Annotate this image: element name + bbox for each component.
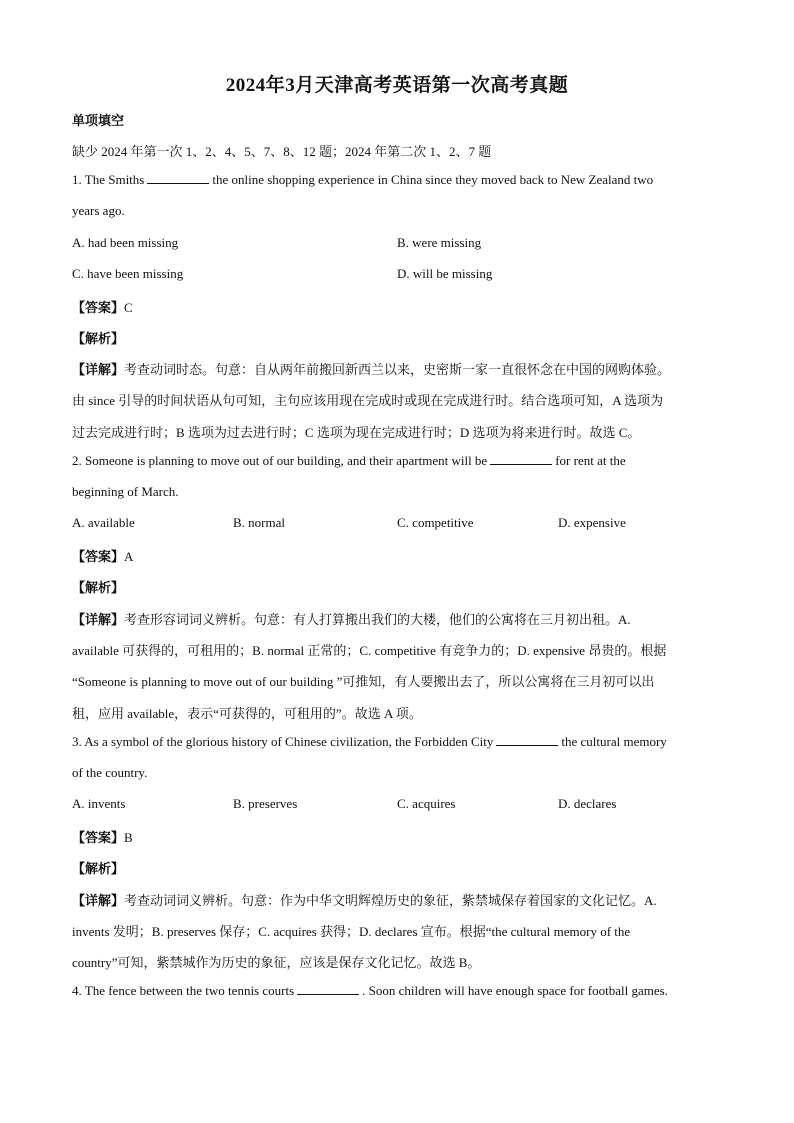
question-1-answer bbox=[72, 297, 722, 316]
detail-tag: 【详解】 bbox=[72, 893, 125, 908]
question-2-detail-2: available 可获得的，可租用的；B. normal 正常的；C. competitive 有竞争力的；D. expensive 昂贵的。根据 bbox=[72, 643, 667, 658]
question-2-stem-start: 2. Someone is planning to move out of our building, and their apartment will be bbox=[72, 453, 488, 468]
question-3-option-b: B. preserves bbox=[233, 796, 298, 811]
question-1-stem-cont: years ago. bbox=[72, 203, 125, 218]
question-1-stem-start: 1. The Smiths bbox=[72, 172, 145, 187]
question-2-detail-4: 租，应用 available，表示“可获得的，可租用的”。故选 A 项。 bbox=[72, 706, 422, 721]
answer-tag: 【答案】 bbox=[72, 830, 125, 845]
section-heading: 单项填空 bbox=[72, 113, 125, 128]
detail-text: 考查动词词义辨析。句意：作为中华文明辉煌历史的象征，紫禁城保存着国家的文化记忆。A. bbox=[124, 893, 657, 908]
question-3-detail-2: invents 发明；B. preserves 保存；C. acquires 获得；D. declares 宣布。根据“the cultural memory of the bbox=[72, 924, 631, 939]
question-4-stem-start: 4. The fence between the two tennis courts bbox=[72, 983, 295, 998]
question-3-analysis-tag bbox=[72, 858, 722, 877]
question-3-option-a: A. invents bbox=[72, 796, 126, 811]
question-1-detail-2: 由 since 引导的时间状语从句可知，主句应该用现在完成时或现在完成进行时。结合选项可知，A 选项为 bbox=[72, 393, 664, 408]
answer-blank bbox=[490, 453, 552, 465]
answer-blank bbox=[297, 983, 359, 995]
answer-tag: 【答案】 bbox=[72, 549, 125, 564]
question-1-detail-3: 过去完成进行时；B 选项为过去进行时；C 选项为现在完成进行时；D 选项为将来进行时。故选 C。 bbox=[72, 425, 641, 440]
detail-tag: 【详解】 bbox=[72, 612, 125, 627]
question-2-detail-1 bbox=[72, 609, 722, 628]
answer-value: A bbox=[124, 549, 134, 564]
question-1-stem bbox=[72, 172, 722, 188]
missing-note: 缺少 2024 年第一次 1、2、4、5、7、8、12 题；2024 年第二次 1、2、7 题 bbox=[72, 144, 492, 159]
question-3-detail-1 bbox=[72, 890, 722, 909]
question-3-stem-cont: of the country. bbox=[72, 765, 148, 780]
question-1-detail-1 bbox=[72, 359, 722, 378]
answer-value: B bbox=[124, 830, 133, 845]
question-2-option-b: B. normal bbox=[233, 515, 285, 530]
question-4-stem bbox=[72, 983, 722, 999]
page-title: 2024年3月天津高考英语第一次高考真题 bbox=[225, 75, 569, 96]
question-2-stem bbox=[72, 453, 722, 469]
answer-blank bbox=[496, 734, 558, 746]
question-4-stem-end: . Soon children will have enough space for football games. bbox=[362, 983, 668, 998]
question-3-answer bbox=[72, 827, 722, 846]
analysis-tag: 【解析】 bbox=[72, 331, 125, 346]
detail-text: 考查形容词词义辨析。句意：有人打算搬出我们的大楼，他们的公寓将在三月初出租。A. bbox=[124, 612, 631, 627]
answer-tag: 【答案】 bbox=[72, 300, 125, 315]
answer-blank bbox=[147, 172, 209, 184]
question-2-stem-cont: beginning of March. bbox=[72, 484, 179, 499]
analysis-tag: 【解析】 bbox=[72, 580, 125, 595]
question-3-stem-start: 3. As a symbol of the glorious history of Chinese civilization, the Forbidden City bbox=[72, 734, 494, 749]
question-1-option-c: C. have been missing bbox=[72, 266, 184, 281]
question-1-option-a: A. had been missing bbox=[72, 235, 179, 250]
question-1-analysis-tag bbox=[72, 328, 722, 347]
question-2-analysis-tag bbox=[72, 577, 722, 596]
question-2-stem-end: for rent at the bbox=[555, 453, 626, 468]
question-3-stem-end: the cultural memory bbox=[561, 734, 667, 749]
question-2-option-c: C. competitive bbox=[397, 515, 474, 530]
question-1-option-b: B. were missing bbox=[397, 235, 482, 250]
answer-value: C bbox=[124, 300, 133, 315]
question-2-detail-3: “Someone is planning to move out of our building ”可推知，有人要搬出去了，所以公寓将在三月初可以出 bbox=[72, 674, 655, 689]
question-3-detail-3: country”可知，紫禁城作为历史的象征，应该是保存文化记忆。故选 B。 bbox=[72, 955, 481, 970]
question-2-option-d: D. expensive bbox=[558, 515, 626, 530]
question-2-option-a: A. available bbox=[72, 515, 135, 530]
question-1-stem-end: the online shopping experience in China since they moved back to New Zealand two bbox=[212, 172, 654, 187]
detail-text: 考查动词时态。句意：自从两年前搬回新西兰以来，史密斯一家一直很怀念在中国的网购体验。 bbox=[124, 362, 671, 377]
question-3-stem bbox=[72, 734, 722, 750]
detail-tag: 【详解】 bbox=[72, 362, 125, 377]
question-1-option-d: D. will be missing bbox=[397, 266, 493, 281]
analysis-tag: 【解析】 bbox=[72, 861, 125, 876]
question-2-answer bbox=[72, 546, 722, 565]
question-3-option-c: C. acquires bbox=[397, 796, 456, 811]
question-3-option-d: D. declares bbox=[558, 796, 617, 811]
